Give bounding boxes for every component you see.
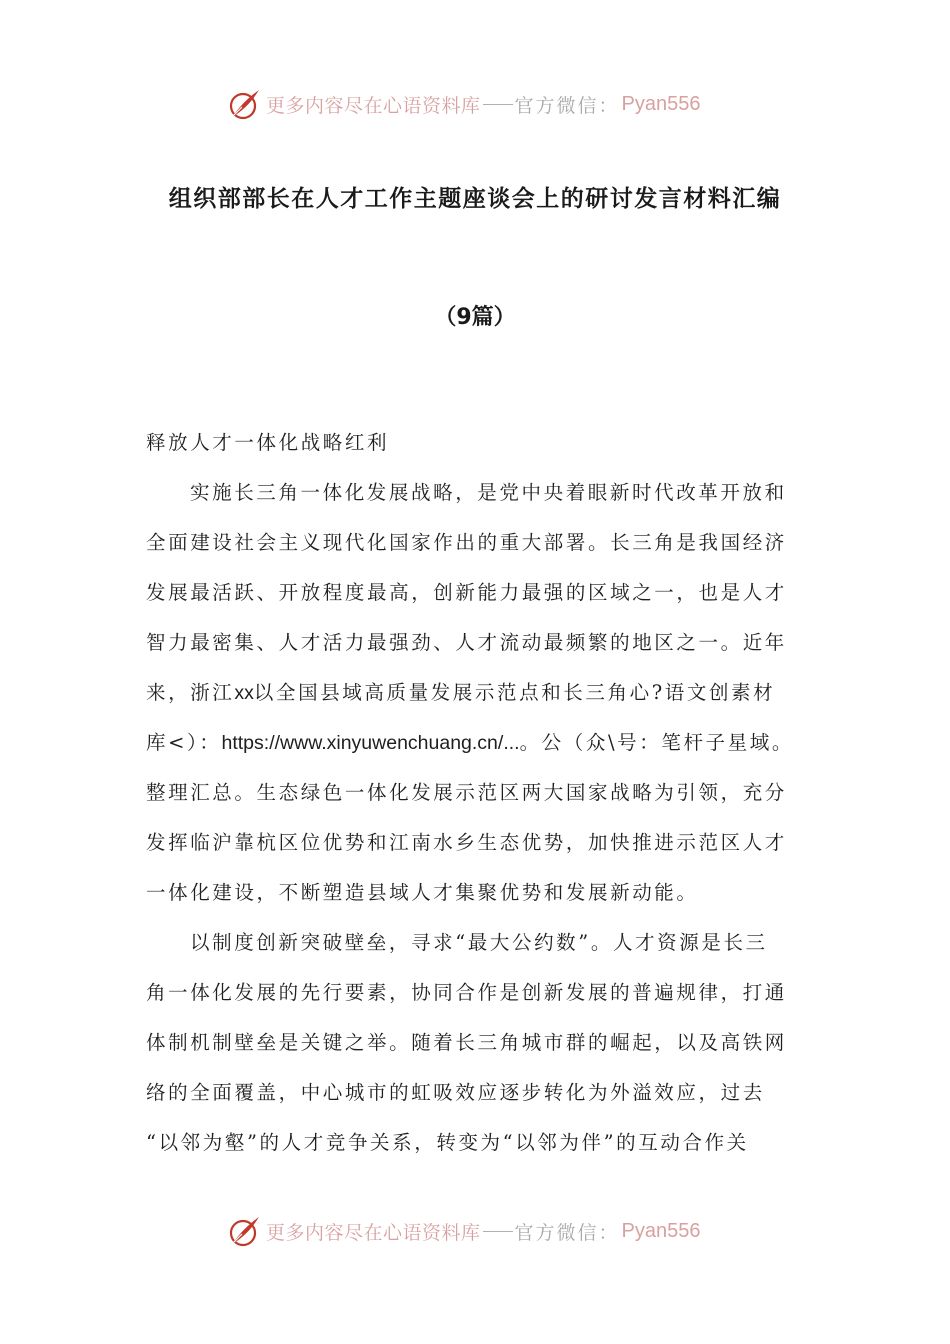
header-banner	[228, 84, 701, 124]
paragraph-line: 络的全面覆盖，中心城市的虹吸效应逐步转化为外溢效应，过去	[146, 1081, 765, 1104]
banner-label: 官方微信：	[514, 1221, 620, 1244]
paragraph-line: “以邻为壑”的人才竞争关系，转变为“以邻为伴”的互动合作关	[146, 1131, 749, 1154]
paragraph-line: 以制度创新突破壁垒，寻求“最大公约数”。人才资源是长三	[190, 931, 768, 954]
document-subtitle: （9篇）	[434, 305, 516, 330]
banner-text: 更多内容尽在心语资料库	[266, 1221, 481, 1244]
paragraph-line: 智力最密集、人才活力最强劲、人才流动最频繁的地区之一。近年	[146, 631, 787, 654]
paragraph-line: 发展最活跃、开放程度最高，创新能力最强的区域之一，也是人才	[146, 581, 787, 604]
paragraph-line: 体制机制壁垒是关键之举。随着长三角城市群的崛起，以及高铁网	[146, 1031, 787, 1054]
footer-banner	[228, 1211, 701, 1251]
paragraph-line	[146, 718, 818, 768]
text-run: 来，浙江	[146, 681, 235, 704]
text-run-latin: xx	[234, 682, 254, 704]
text-run: 以全国县域高质量发展示范点和长三角心?语文创素材	[253, 681, 776, 704]
banner-label: 官方微信：	[514, 94, 620, 117]
banner-dash	[483, 104, 513, 105]
section-heading: 释放人才一体化战略红利	[146, 431, 390, 454]
text-run: 。公（众\号：笔杆子星域。	[519, 731, 794, 754]
text-run: 库<）：	[146, 731, 222, 754]
document-title: 组织部部长在人才工作主题座谈会上的研讨发言材料汇编	[168, 186, 782, 212]
paragraph-line: 发挥临沪靠杭区位优势和江南水乡生态优势，加快推进示范区人才	[146, 831, 787, 854]
url-text: https://www.xinyuwenchuang.cn/...	[221, 732, 520, 754]
paragraph-line: 实施长三角一体化发展战略，是党中央着眼新时代改革开放和	[190, 481, 787, 504]
quill-logo-icon	[228, 87, 262, 121]
paragraph-line: 角一体化发展的先行要素，协同合作是创新发展的普遍规律，打通	[146, 981, 787, 1004]
banner-dash	[483, 1231, 513, 1232]
banner-wechat-id: Pyan556	[621, 1219, 701, 1242]
paragraph-line	[146, 668, 818, 718]
paragraph-line: 全面建设社会主义现代化国家作出的重大部署。长三角是我国经济	[146, 531, 787, 554]
quill-logo-icon	[228, 1214, 262, 1248]
document-body	[146, 418, 818, 1168]
banner-text: 更多内容尽在心语资料库	[266, 94, 481, 117]
paragraph-line: 一体化建设，不断塑造县域人才集聚优势和发展新动能。	[146, 881, 699, 904]
paragraph-line: 整理汇总。生态绿色一体化发展示范区两大国家战略为引领，充分	[146, 781, 787, 804]
banner-wechat-id: Pyan556	[621, 92, 701, 115]
